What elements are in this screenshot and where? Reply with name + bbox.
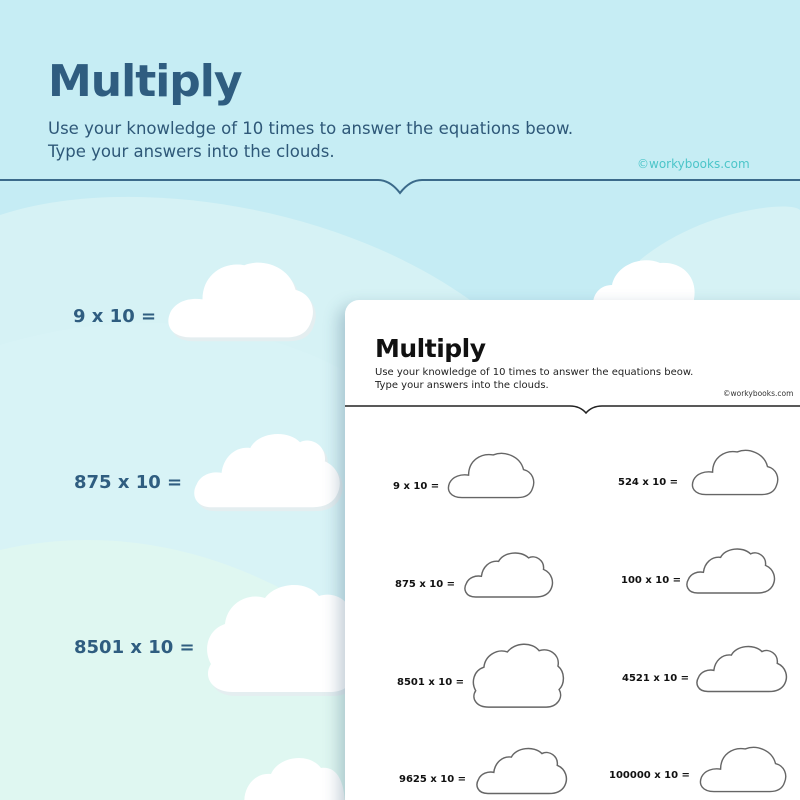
worksheet-card [345, 300, 800, 800]
page-title: Multiply [48, 56, 242, 107]
equation-label: 875 x 10 = [74, 472, 183, 493]
worksheet-divider [345, 396, 800, 416]
worksheet-equation: 9625 x 10 = [399, 774, 467, 785]
worksheet-equation: 4521 x 10 = [622, 673, 690, 684]
equation-label: 8501 x 10 = [74, 637, 195, 658]
worksheet-equation: 9 x 10 = [393, 481, 440, 492]
worksheet-answer-cloud[interactable] [445, 446, 537, 502]
worksheet-equation: 524 x 10 = [618, 477, 679, 488]
worksheet-answer-cloud[interactable] [471, 640, 565, 712]
worksheet-equation: 100000 x 10 = [609, 770, 690, 781]
answer-cloud[interactable] [163, 250, 318, 345]
answer-cloud [235, 748, 345, 800]
worksheet-credit: ©workybooks.com [723, 389, 794, 398]
worksheet-answer-cloud[interactable] [685, 542, 777, 598]
worksheet-equation: 8501 x 10 = [397, 677, 465, 688]
credit-text: ©workybooks.com [637, 157, 750, 171]
worksheet-title: Multiply [375, 334, 486, 363]
answer-cloud[interactable] [203, 580, 363, 698]
answer-cloud[interactable] [190, 425, 345, 513]
worksheet-instructions: Use your knowledge of 10 times to answer the equations beow. Type your answers into the clouds. [375, 367, 694, 391]
worksheet-answer-cloud[interactable] [689, 443, 781, 499]
worksheet-equation: 100 x 10 = [621, 575, 682, 586]
equation-label: 9 x 10 = [73, 306, 157, 327]
instructions-text: Use your knowledge of 10 times to answer the equations beow. Type your answers into the clouds. [48, 119, 574, 161]
worksheet-answer-cloud[interactable] [475, 742, 569, 798]
worksheet-answer-cloud[interactable] [695, 638, 789, 698]
worksheet-answer-cloud[interactable] [697, 740, 789, 796]
worksheet-equation: 875 x 10 = [395, 579, 456, 590]
worksheet-answer-cloud[interactable] [463, 546, 555, 602]
